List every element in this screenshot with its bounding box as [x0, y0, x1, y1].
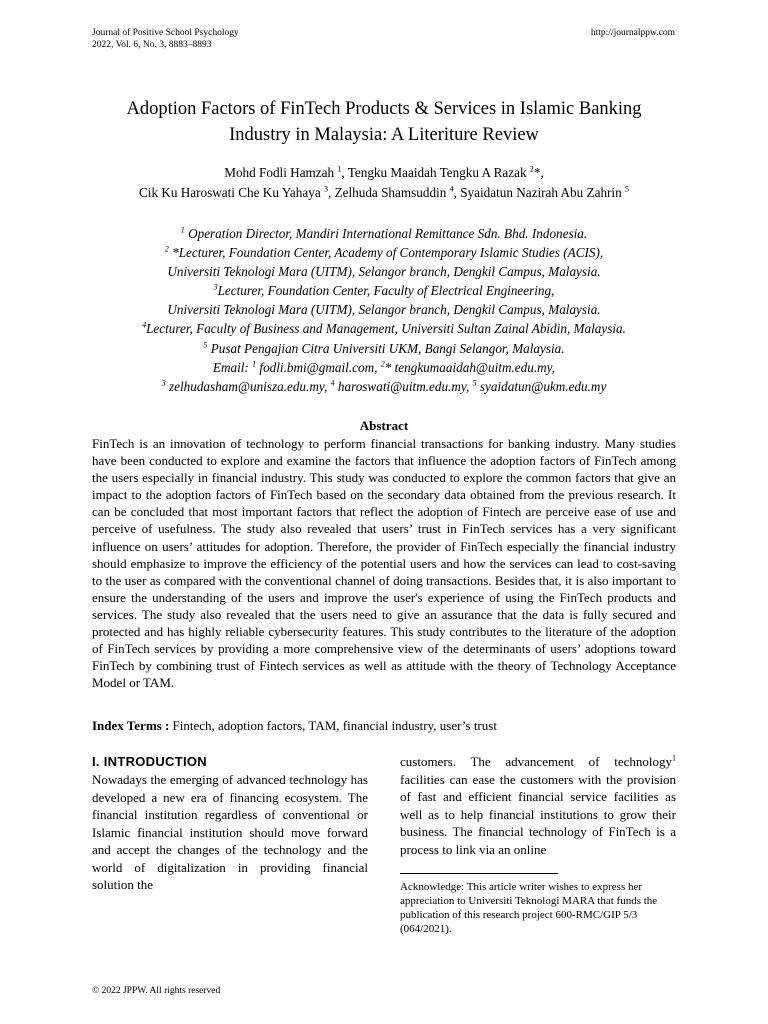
title-line-2: Industry in Malaysia: A Literiture Review: [229, 125, 539, 145]
author-name: Mohd Fodli Hamzah: [224, 165, 338, 180]
affiliation-3-cont: Universiti Teknologi Mara (UITM), Selangor branch, Dengkil Campus, Malaysia.: [167, 302, 601, 318]
paper-title: [80, 96, 688, 148]
email-address[interactable]: * tengkumaaidah@uitm.edu.my,: [384, 359, 556, 375]
author-name: , Syaidatun Nazirah Abu Zahrin: [453, 185, 625, 200]
intro-left-column: Nowadays the emerging of advanced technology has developed a new era of financing ecosystem. The financial institution regardless of conventional or Islamic financial institution should move forward and accept the changes of the technology and the world of digitalization in providing financial solution the: [92, 772, 368, 892]
author-list: [70, 163, 698, 203]
email-sup: 2: [380, 359, 385, 369]
journal-volume: 2022, Vol. 6, No. 3, 8883–8893: [92, 40, 212, 50]
affil-sup: 2: [164, 244, 169, 254]
abstract-heading: Abstract: [359, 418, 409, 433]
affiliation-3: [70, 281, 698, 300]
affil-sup: 5: [203, 340, 208, 350]
footnote-divider: [400, 873, 558, 874]
email-address[interactable]: zelhudasham@unisza.edu.my,: [165, 378, 331, 394]
email-sup: 3: [161, 378, 166, 388]
intro-right-column: [400, 753, 676, 858]
affiliation-2: [70, 243, 698, 262]
email-label: Email:: [212, 359, 253, 375]
journal-name: Journal of Positive School Psychology: [92, 28, 239, 38]
footnote-acknowledgement: Acknowledge: This article writer wishes to express her appreciation to Universiti Teknologi MARA that funds the publication of this research project 600-RMC/GIP 5/3 (064/2021).: [400, 881, 658, 935]
author-line-1: [70, 163, 698, 183]
author-line-2: [70, 183, 698, 203]
affil-sup: 4: [142, 321, 147, 331]
author-mark: *,: [533, 165, 544, 180]
author-name: Cik Ku Haroswati Che Ku Yahaya: [139, 185, 324, 200]
intro-right-text: facilities can ease the customers with the provision of fast and efficient financial service facilities as well as to help financial institutions to grow their business. The financial technology of FinTech is a process to link via an online: [400, 771, 676, 857]
index-terms-text: Fintech, adoption factors, TAM, financial industry, user’s trust: [172, 718, 497, 733]
journal-header: [92, 27, 239, 51]
affil-sup: 3: [213, 282, 218, 292]
page-footer-copyright: © 2022 JPPW. All rights reserved: [92, 986, 221, 996]
title-line-1: Adoption Factors of FinTech Products & Services in Islamic Banking: [126, 99, 642, 119]
author-sup: 3: [323, 184, 328, 194]
email-sup: 5: [472, 378, 477, 388]
affiliation-1: [70, 224, 698, 243]
intro-right-text: customers. The advancement of technology: [400, 754, 672, 769]
author-sup: 4: [449, 184, 454, 194]
email-line-2: [70, 377, 698, 396]
email-sup: 4: [330, 378, 335, 388]
journal-url[interactable]: http://journalppw.com: [590, 28, 675, 38]
affil-text: *Lecturer, Foundation Center, Academy of Contemporary Islamic Studies (ACIS),: [168, 245, 604, 261]
email-address[interactable]: fodli.bmi@gmail.com,: [256, 359, 381, 375]
abstract-body: FinTech is an innovation of technology to perform financial transactions for banking industry. Many studies have been conducted to explore and examine the factors that influence the adoption factors of FinTech among the users especially in financial industry. This study was conducted to explore the common factors that give an impact to the adoption factors of FinTech based on the secondary data obtained from the previous research. It can be concluded that most important factors that reflect the adoption of Fintech are perceive ease of use and perceive of usefulness. The study also revealed that users’ trust in FinTech services has a very significant influence on users’ attitudes for adoption. Therefore, the provider of FinTech especially the financial industry should emphasize to improve the efficiency of the potential users and how the services can lead to cost-saving to the user as compared with the conventional channel of doing transactions. Besides that, it is also important to ensure the understanding of the users and improve the user's experience of using the FinTech products and services. The study also revealed that the users need to give an assurance that the data is fully secured and protected and has highly reliable cybersecurity features. This study contributes to the literature of the adoption of FinTech services by providing a more comprehensive view of the determinants of users’ adoptions toward FinTech by combining trust of Fintech services as well as attitude with the theory of Technology Acceptance Model or TAM.: [92, 436, 676, 691]
index-terms: [92, 717, 676, 734]
affiliation-5: [70, 339, 698, 358]
affil-text: Operation Director, Mandiri International Remittance Sdn. Bhd. Indonesia.: [184, 226, 588, 241]
email-sup: 1: [252, 359, 257, 369]
affil-text: Lecturer, Foundation Center, Faculty of Electrical Engineering,: [217, 283, 555, 299]
affil-sup: 1: [180, 225, 185, 235]
affiliation-4: [70, 319, 698, 338]
email-line-1: [70, 358, 698, 377]
footnote-ref[interactable]: 1: [672, 753, 676, 763]
affiliations: [70, 224, 698, 396]
affiliation-2-cont: Universiti Teknologi Mara (UITM), Selangor branch, Dengkil Campus, Malaysia.: [167, 264, 601, 280]
author-sup: 1: [337, 164, 342, 174]
author-name: , Zelhuda Shamsuddin: [327, 185, 450, 200]
author-sup: 5: [625, 184, 629, 194]
email-address[interactable]: haroswati@uitm.edu.my,: [334, 378, 473, 394]
index-terms-label: Index Terms :: [92, 718, 173, 733]
author-sup: 2: [529, 164, 534, 174]
affil-text: Pusat Pengajian Citra Universiti UKM, Bangi Selangor, Malaysia.: [207, 340, 565, 356]
section-heading-introduction: I. INTRODUCTION: [92, 754, 207, 769]
email-address[interactable]: syaidatun@ukm.edu.my: [476, 378, 607, 394]
affil-text: Lecturer, Faculty of Business and Management, Universiti Sultan Zainal Abidin, Malaysia.: [146, 321, 626, 337]
author-name: , Tengku Maaidah Tengku A Razak: [341, 165, 530, 180]
